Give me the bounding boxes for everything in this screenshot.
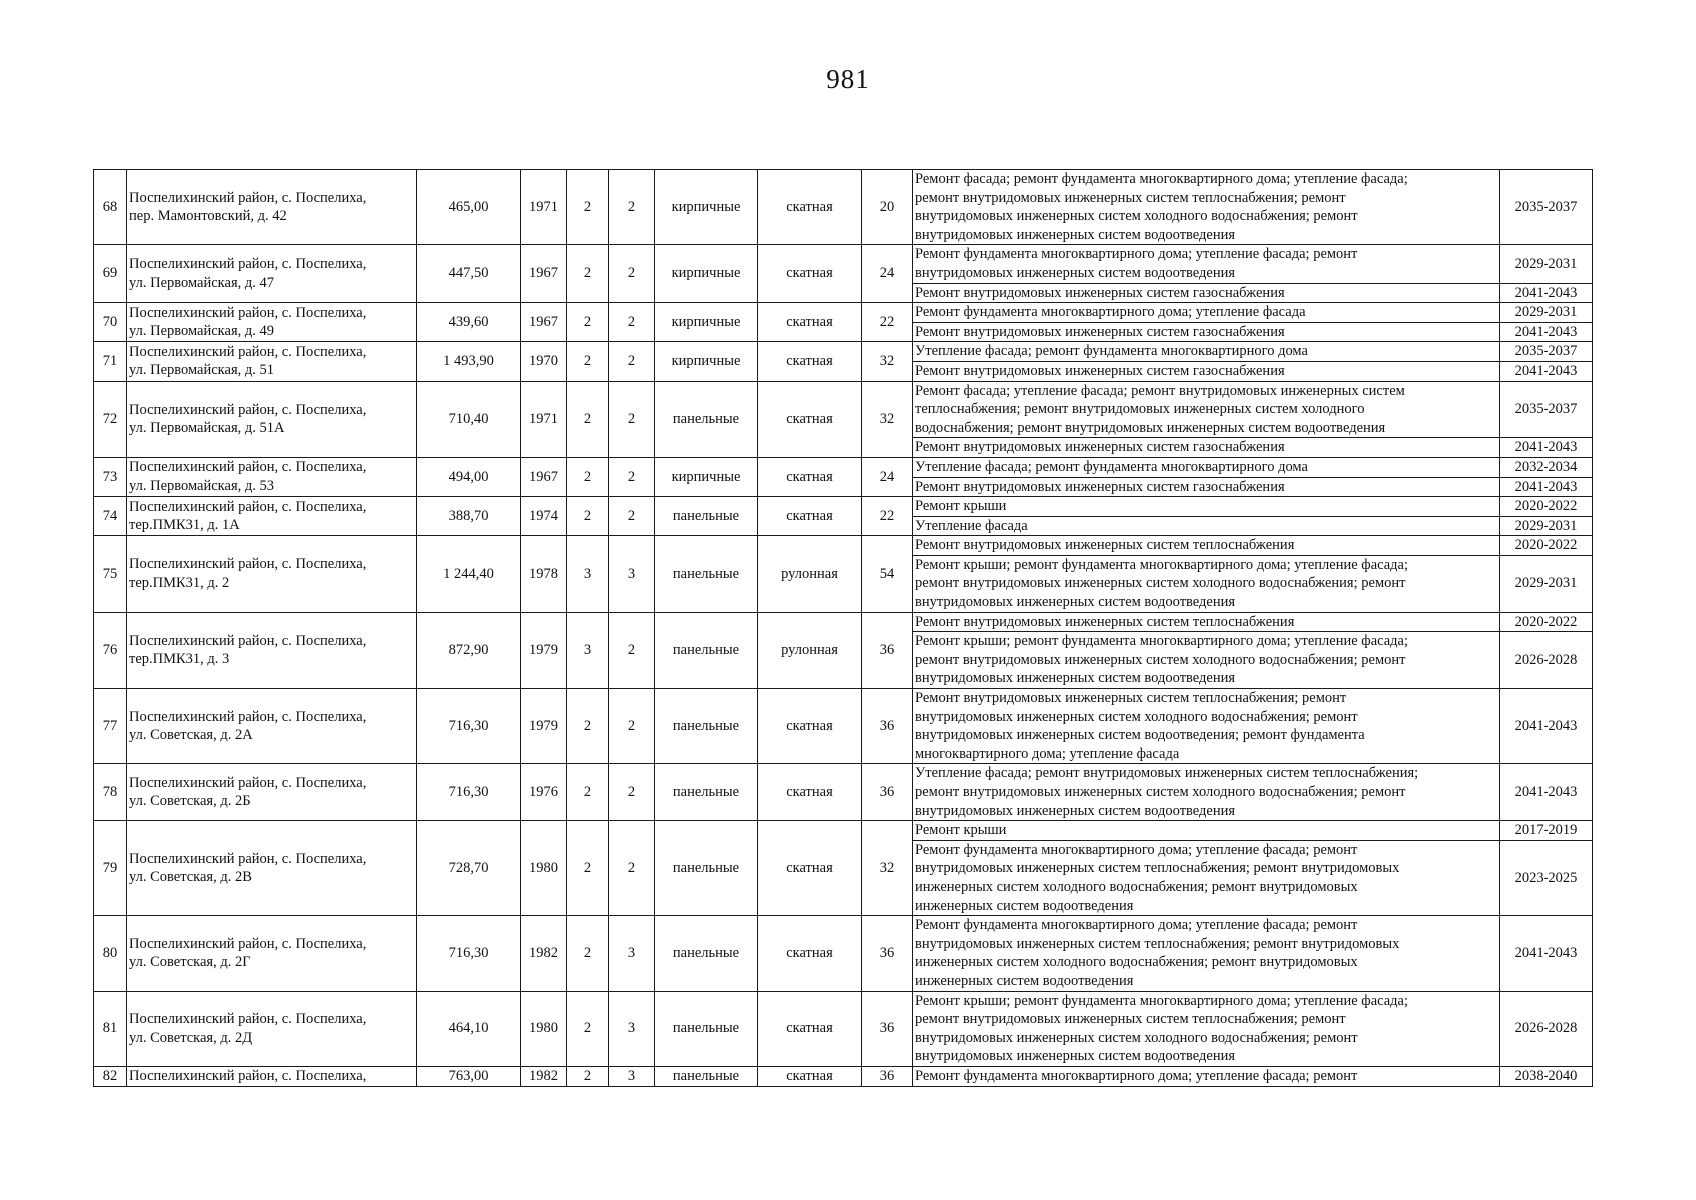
work-line: Ремонт фундамента многоквартирного дома; утепление фасада — [915, 304, 1306, 321]
work-line: инженерных систем холодного водоснабжения; ремонт внутридомовых — [915, 954, 1358, 971]
roof-type-cell: скатная — [758, 991, 862, 1066]
repair-program-table — [93, 169, 1593, 1087]
area-cell: 716,30 — [417, 764, 521, 821]
address-line: Поспелихинский район, с. Поспелиха, — [129, 1011, 367, 1028]
entrances-cell: 2 — [609, 497, 655, 536]
year-cell: 1976 — [521, 764, 567, 821]
year-cell: 1980 — [521, 821, 567, 916]
floors-cell: 3 — [567, 536, 609, 612]
work-description-cell — [913, 457, 1500, 477]
address-line: Поспелихинский район, с. Поспелиха, — [129, 256, 367, 273]
floors-cell: 2 — [567, 916, 609, 991]
wall-material-cell: кирпичные — [655, 457, 758, 496]
work-description-cell — [913, 322, 1500, 342]
roof-type-cell: скатная — [758, 245, 862, 303]
row-number-cell: 81 — [94, 991, 127, 1066]
work-line: ремонт внутридомовых инженерных систем холодного водоснабжения; ремонт — [915, 784, 1406, 800]
address-line: ул. Советская, д. 2В — [129, 869, 252, 886]
floors-cell: 2 — [567, 457, 609, 496]
work-description-cell — [913, 361, 1500, 381]
wall-material-cell: панельные — [655, 497, 758, 536]
year-cell: 1979 — [521, 612, 567, 688]
work-line: Ремонт крыши — [915, 822, 1007, 839]
period-cell: 2029-2031 — [1500, 245, 1593, 283]
row-number-cell: 75 — [94, 536, 127, 612]
address-line: ул. Первомайская, д. 47 — [129, 274, 274, 291]
entrances-cell: 3 — [609, 1066, 655, 1086]
address-cell — [127, 916, 417, 991]
apartments-cell: 36 — [862, 916, 913, 991]
work-line: Ремонт крыши; ремонт фундамента многоквартирного дома; утепление фасада; — [915, 556, 1409, 573]
row-number-cell: 72 — [94, 381, 127, 457]
address-cell — [127, 457, 417, 496]
wall-material-cell: кирпичные — [655, 245, 758, 303]
wall-material-cell: панельные — [655, 381, 758, 457]
roof-type-cell: скатная — [758, 764, 862, 821]
work-line: внутридомовых инженерных систем холодного водоснабжения; ремонт — [915, 708, 1358, 725]
row-number-cell: 70 — [94, 303, 127, 342]
address-line: пер. Мамонтовский, д. 42 — [129, 208, 287, 225]
address-cell — [127, 342, 417, 381]
work-line: Ремонт крыши — [915, 498, 1007, 515]
work-line: Ремонт фундамента многоквартирного дома; утепление фасада; ремонт — [915, 1067, 1358, 1084]
work-description-cell — [913, 516, 1500, 536]
work-line: внутридомовых инженерных систем водоотведения — [915, 594, 1236, 611]
area-cell: 388,70 — [417, 497, 521, 536]
wall-material-cell: панельные — [655, 1066, 758, 1086]
address-cell — [127, 381, 417, 457]
work-description-cell — [913, 1066, 1500, 1086]
work-line: Ремонт крыши; ремонт фундамента многоквартирного дома; утепление фасада; — [915, 992, 1409, 1009]
work-description-cell — [913, 689, 1500, 764]
address-line: ул. Советская, д. 2Б — [129, 793, 251, 810]
period-cell: 2041-2043 — [1500, 361, 1593, 381]
address-line: ул. Первомайская, д. 51А — [129, 420, 285, 437]
table-row — [94, 342, 1593, 362]
work-line: многоквартирного дома; утепление фасада — [915, 745, 1180, 762]
work-line: Ремонт внутридомовых инженерных систем газоснабжения — [915, 323, 1285, 340]
table-row — [94, 821, 1593, 841]
entrances-cell: 2 — [609, 245, 655, 303]
wall-material-cell: кирпичные — [655, 303, 758, 342]
address-line: Поспелихинский район, с. Поспелиха, — [129, 1067, 367, 1084]
year-cell: 1980 — [521, 991, 567, 1066]
row-number-cell: 71 — [94, 342, 127, 381]
work-description-cell — [913, 497, 1500, 517]
work-description-cell — [913, 303, 1500, 323]
work-line: теплоснабжения; ремонт внутридомовых инженерных систем холодного — [915, 401, 1365, 418]
work-description-cell — [913, 764, 1500, 821]
work-line: Ремонт фундамента многоквартирного дома; утепление фасада; ремонт — [915, 841, 1358, 858]
work-description-cell — [913, 821, 1500, 841]
apartments-cell: 22 — [862, 303, 913, 342]
wall-material-cell: панельные — [655, 689, 758, 764]
year-cell: 1971 — [521, 381, 567, 457]
work-line: внутридомовых инженерных систем холодного водоснабжения; ремонт — [915, 208, 1358, 225]
floors-cell: 3 — [567, 612, 609, 688]
work-line: Ремонт внутридомовых инженерных систем газоснабжения — [915, 439, 1285, 456]
apartments-cell: 32 — [862, 381, 913, 457]
roof-type-cell: скатная — [758, 497, 862, 536]
floors-cell: 2 — [567, 245, 609, 303]
table-row — [94, 245, 1593, 283]
entrances-cell: 3 — [609, 916, 655, 991]
address-line: Поспелихинский район, с. Поспелиха, — [129, 459, 367, 476]
work-description-cell — [913, 916, 1500, 991]
address-cell — [127, 1066, 417, 1086]
row-number-cell: 73 — [94, 457, 127, 496]
work-line: внутридомовых инженерных систем водоотведения; ремонт фундамента — [915, 727, 1365, 744]
row-number-cell: 69 — [94, 245, 127, 303]
work-line: ремонт внутридомовых инженерных систем теплоснабжения; ремонт — [915, 189, 1346, 206]
work-line: внутридомовых инженерных систем теплоснабжения; ремонт внутридомовых — [915, 860, 1400, 877]
work-description-cell — [913, 477, 1500, 497]
period-cell: 2020-2022 — [1500, 612, 1593, 632]
period-cell: 2041-2043 — [1500, 438, 1593, 458]
address-line: Поспелихинский район, с. Поспелиха, — [129, 708, 367, 725]
work-line: водоснабжения; ремонт внутридомовых инженерных систем водоотведения — [915, 419, 1386, 436]
wall-material-cell: панельные — [655, 764, 758, 821]
table-row — [94, 916, 1593, 991]
period-cell: 2026-2028 — [1500, 991, 1593, 1066]
year-cell: 1982 — [521, 1066, 567, 1086]
floors-cell: 2 — [567, 303, 609, 342]
period-cell: 2035-2037 — [1500, 381, 1593, 438]
work-description-cell — [913, 840, 1500, 915]
period-cell: 2041-2043 — [1500, 916, 1593, 991]
work-line: Утепление фасада; ремонт фундамента многоквартирного дома — [915, 458, 1308, 475]
work-line: Ремонт внутридомовых инженерных систем газоснабжения — [915, 284, 1285, 301]
address-line: Поспелихинский район, с. Поспелиха, — [129, 189, 367, 206]
work-line: Ремонт фасада; ремонт фундамента многоквартирного дома; утепление фасада; — [915, 171, 1408, 187]
address-cell — [127, 991, 417, 1066]
wall-material-cell: панельные — [655, 536, 758, 612]
address-line: ул. Первомайская, д. 51 — [129, 362, 274, 379]
roof-type-cell: скатная — [758, 381, 862, 457]
table-row — [94, 303, 1593, 323]
table-row — [94, 764, 1593, 821]
area-cell: 1 244,40 — [417, 536, 521, 612]
roof-type-cell: скатная — [758, 689, 862, 764]
floors-cell: 2 — [567, 497, 609, 536]
work-line: внутридомовых инженерных систем водоотведения — [915, 670, 1236, 687]
address-cell — [127, 764, 417, 821]
wall-material-cell: кирпичные — [655, 170, 758, 245]
work-line: Ремонт фасада; утепление фасада; ремонт внутридомовых инженерных систем — [915, 382, 1405, 399]
address-line: ул. Первомайская, д. 53 — [129, 478, 274, 494]
row-number-cell: 77 — [94, 689, 127, 764]
table-row — [94, 536, 1593, 556]
work-line: внутридомовых инженерных систем водоотведения — [915, 1048, 1236, 1065]
entrances-cell: 3 — [609, 991, 655, 1066]
period-cell: 2041-2043 — [1500, 764, 1593, 821]
roof-type-cell: рулонная — [758, 536, 862, 612]
year-cell: 1978 — [521, 536, 567, 612]
roof-type-cell: скатная — [758, 1066, 862, 1086]
roof-type-cell: скатная — [758, 303, 862, 342]
year-cell: 1974 — [521, 497, 567, 536]
area-cell: 710,40 — [417, 381, 521, 457]
area-cell: 728,70 — [417, 821, 521, 916]
entrances-cell: 2 — [609, 170, 655, 245]
row-number-cell: 76 — [94, 612, 127, 688]
work-line: инженерных систем водоотведения — [915, 972, 1134, 989]
row-number-cell: 80 — [94, 916, 127, 991]
work-description-cell — [913, 245, 1500, 283]
floors-cell: 2 — [567, 1066, 609, 1086]
address-cell — [127, 689, 417, 764]
area-cell: 763,00 — [417, 1066, 521, 1086]
work-line: ремонт внутридомовых инженерных систем теплоснабжения; ремонт — [915, 1011, 1346, 1028]
work-description-cell — [913, 438, 1500, 458]
year-cell: 1970 — [521, 342, 567, 381]
page-number: 981 — [826, 64, 870, 94]
wall-material-cell: панельные — [655, 991, 758, 1066]
work-line: внутридомовых инженерных систем водоотведения — [915, 802, 1236, 819]
area-cell: 716,30 — [417, 916, 521, 991]
work-line: Ремонт внутридомовых инженерных систем теплоснабжения — [915, 537, 1295, 554]
work-line: Ремонт внутридомовых инженерных систем теплоснабжения — [915, 613, 1295, 630]
work-line: Ремонт фундамента многоквартирного дома; утепление фасада; ремонт — [915, 246, 1358, 263]
address-line: ул. Первомайская, д. 49 — [129, 323, 274, 340]
year-cell: 1967 — [521, 457, 567, 496]
entrances-cell: 2 — [609, 381, 655, 457]
table-row — [94, 1066, 1593, 1086]
address-line: тер.ПМК31, д. 2 — [129, 574, 230, 591]
work-description-cell — [913, 536, 1500, 556]
address-line: ул. Советская, д. 2А — [129, 727, 253, 744]
area-cell: 1 493,90 — [417, 342, 521, 381]
period-cell: 2029-2031 — [1500, 516, 1593, 536]
year-cell: 1967 — [521, 245, 567, 303]
period-cell: 2041-2043 — [1500, 283, 1593, 303]
apartments-cell: 36 — [862, 991, 913, 1066]
area-cell: 447,50 — [417, 245, 521, 303]
apartments-cell: 36 — [862, 689, 913, 764]
work-line: Утепление фасада; ремонт фундамента многоквартирного дома — [915, 343, 1308, 360]
row-number-cell: 79 — [94, 821, 127, 916]
table-row — [94, 689, 1593, 764]
address-line: Поспелихинский район, с. Поспелиха, — [129, 304, 367, 321]
table-row — [94, 381, 1593, 438]
year-cell: 1982 — [521, 916, 567, 991]
address-cell — [127, 821, 417, 916]
work-line: Утепление фасада — [915, 517, 1028, 534]
area-cell: 494,00 — [417, 457, 521, 496]
apartments-cell: 24 — [862, 457, 913, 496]
row-number-cell: 68 — [94, 170, 127, 245]
address-cell — [127, 497, 417, 536]
period-cell: 2020-2022 — [1500, 536, 1593, 556]
apartments-cell: 20 — [862, 170, 913, 245]
wall-material-cell: кирпичные — [655, 342, 758, 381]
row-number-cell: 78 — [94, 764, 127, 821]
table-row — [94, 170, 1593, 245]
address-line: тер.ПМК31, д. 1А — [129, 517, 240, 534]
address-cell — [127, 245, 417, 303]
area-cell: 464,10 — [417, 991, 521, 1066]
roof-type-cell: скатная — [758, 342, 862, 381]
floors-cell: 2 — [567, 381, 609, 457]
table-row — [94, 612, 1593, 632]
work-line: внутридомовых инженерных систем теплоснабжения; ремонт внутридомовых — [915, 935, 1400, 952]
apartments-cell: 22 — [862, 497, 913, 536]
floors-cell: 2 — [567, 170, 609, 245]
apartments-cell: 32 — [862, 342, 913, 381]
entrances-cell: 2 — [609, 689, 655, 764]
address-line: Поспелихинский район, с. Поспелиха, — [129, 401, 367, 418]
period-cell: 2038-2040 — [1500, 1066, 1593, 1086]
address-line: Поспелихинский район, с. Поспелиха, — [129, 343, 367, 360]
address-line: ул. Советская, д. 2Д — [129, 1029, 253, 1046]
area-cell: 465,00 — [417, 170, 521, 245]
apartments-cell: 36 — [862, 764, 913, 821]
address-cell — [127, 612, 417, 688]
address-line: Поспелихинский район, с. Поспелиха, — [129, 935, 367, 952]
row-number-cell: 82 — [94, 1066, 127, 1086]
period-cell: 2020-2022 — [1500, 497, 1593, 517]
apartments-cell: 24 — [862, 245, 913, 303]
roof-type-cell: скатная — [758, 457, 862, 496]
entrances-cell: 2 — [609, 303, 655, 342]
period-cell: 2032-2034 — [1500, 457, 1593, 477]
floors-cell: 2 — [567, 689, 609, 764]
work-description-cell — [913, 170, 1500, 245]
work-line: ремонт внутридомовых инженерных систем холодного водоснабжения; ремонт — [915, 651, 1406, 668]
floors-cell: 2 — [567, 821, 609, 916]
apartments-cell: 36 — [862, 612, 913, 688]
work-description-cell — [913, 991, 1500, 1066]
entrances-cell: 2 — [609, 612, 655, 688]
address-line: Поспелихинский район, с. Поспелиха, — [129, 556, 367, 573]
entrances-cell: 3 — [609, 536, 655, 612]
work-description-cell — [913, 342, 1500, 362]
period-cell: 2023-2025 — [1500, 840, 1593, 915]
table-row — [94, 991, 1593, 1066]
work-description-cell — [913, 612, 1500, 632]
area-cell: 716,30 — [417, 689, 521, 764]
year-cell: 1979 — [521, 689, 567, 764]
work-line: ремонт внутридомовых инженерных систем холодного водоснабжения; ремонт — [915, 575, 1406, 592]
roof-type-cell: скатная — [758, 916, 862, 991]
year-cell: 1971 — [521, 170, 567, 245]
work-description-cell — [913, 632, 1500, 689]
work-line: инженерных систем холодного водоснабжения; ремонт внутридомовых — [915, 878, 1358, 895]
entrances-cell: 2 — [609, 821, 655, 916]
work-description-cell — [913, 283, 1500, 303]
roof-type-cell: рулонная — [758, 612, 862, 688]
work-line: Ремонт внутридомовых инженерных систем газоснабжения — [915, 478, 1285, 495]
work-line: внутридомовых инженерных систем водоотведения — [915, 264, 1236, 281]
work-description-cell — [913, 381, 1500, 438]
period-cell: 2029-2031 — [1500, 555, 1593, 612]
address-cell — [127, 170, 417, 245]
area-cell: 872,90 — [417, 612, 521, 688]
period-cell: 2017-2019 — [1500, 821, 1593, 841]
work-line: Ремонт крыши; ремонт фундамента многоквартирного дома; утепление фасада; — [915, 633, 1409, 650]
address-cell — [127, 536, 417, 612]
period-cell: 2041-2043 — [1500, 322, 1593, 342]
row-number-cell: 74 — [94, 497, 127, 536]
work-line: Утепление фасада; ремонт внутридомовых инженерных систем теплоснабжения; — [915, 765, 1419, 782]
table-row — [94, 497, 1593, 517]
wall-material-cell: панельные — [655, 612, 758, 688]
entrances-cell: 2 — [609, 457, 655, 496]
table-body — [94, 170, 1593, 1087]
floors-cell: 2 — [567, 991, 609, 1066]
address-line: Поспелихинский район, с. Поспелиха, — [129, 850, 367, 867]
address-cell — [127, 303, 417, 342]
work-description-cell — [913, 555, 1500, 612]
address-line: ул. Советская, д. 2Г — [129, 954, 251, 971]
period-cell: 2035-2037 — [1500, 170, 1593, 245]
roof-type-cell: скатная — [758, 170, 862, 245]
work-line: Ремонт внутридомовых инженерных систем газоснабжения — [915, 362, 1285, 379]
year-cell: 1967 — [521, 303, 567, 342]
apartments-cell: 32 — [862, 821, 913, 916]
address-line: Поспелихинский район, с. Поспелиха, — [129, 498, 367, 515]
work-line: инженерных систем водоотведения — [915, 897, 1134, 914]
roof-type-cell: скатная — [758, 821, 862, 916]
period-cell: 2041-2043 — [1500, 689, 1593, 764]
work-line: внутридомовых инженерных систем холодного водоснабжения; ремонт — [915, 1029, 1358, 1046]
address-line: тер.ПМК31, д. 3 — [129, 651, 230, 668]
entrances-cell: 2 — [609, 764, 655, 821]
work-line: Ремонт внутридомовых инженерных систем теплоснабжения; ремонт — [915, 690, 1347, 707]
table-row — [94, 457, 1593, 477]
period-cell: 2026-2028 — [1500, 632, 1593, 689]
work-line: Ремонт фундамента многоквартирного дома; утепление фасада; ремонт — [915, 917, 1358, 934]
period-cell: 2035-2037 — [1500, 342, 1593, 362]
area-cell: 439,60 — [417, 303, 521, 342]
floors-cell: 2 — [567, 764, 609, 821]
apartments-cell: 36 — [862, 1066, 913, 1086]
period-cell: 2029-2031 — [1500, 303, 1593, 323]
address-line: Поспелихинский район, с. Поспелиха, — [129, 632, 367, 649]
floors-cell: 2 — [567, 342, 609, 381]
apartments-cell: 54 — [862, 536, 913, 612]
wall-material-cell: панельные — [655, 821, 758, 916]
wall-material-cell: панельные — [655, 916, 758, 991]
entrances-cell: 2 — [609, 342, 655, 381]
work-line: внутридомовых инженерных систем водоотведения — [915, 226, 1236, 243]
address-line: Поспелихинский район, с. Поспелиха, — [129, 774, 367, 791]
period-cell: 2041-2043 — [1500, 477, 1593, 497]
